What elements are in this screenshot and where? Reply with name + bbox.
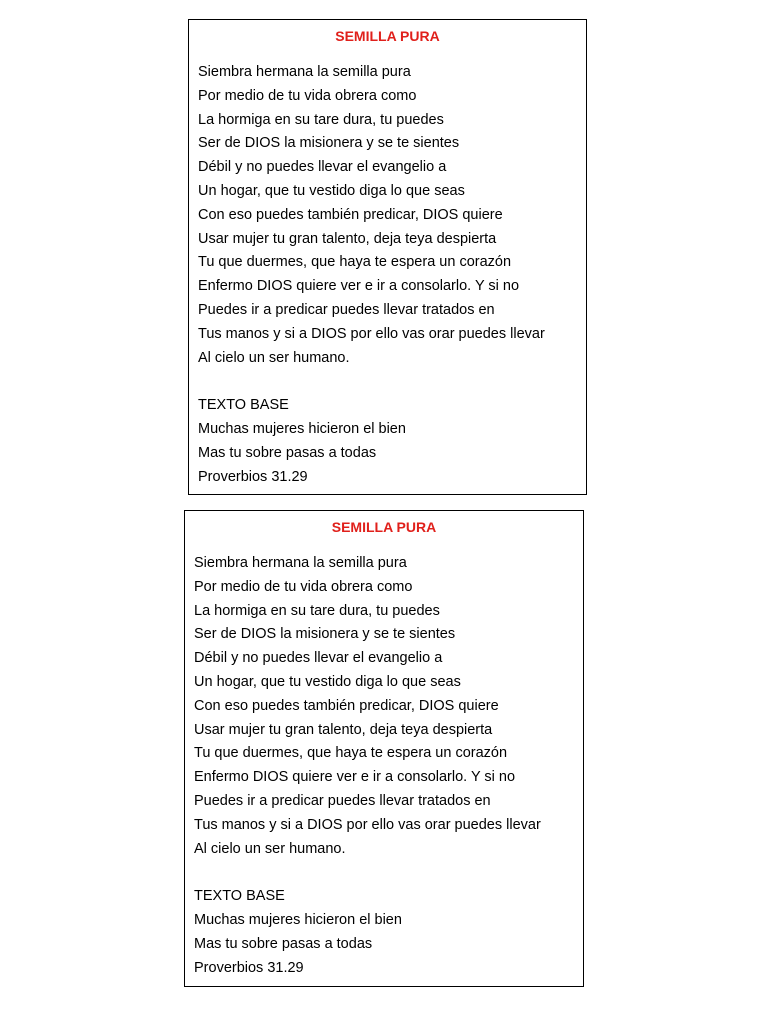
poem-body xyxy=(198,61,582,489)
base-text-line: Muchas mujeres hicieron el bien xyxy=(198,420,406,437)
verse-line: Siembra hermana la semilla pura xyxy=(194,555,407,571)
verse-line: Un hogar, que tu vestido diga lo que seas xyxy=(198,182,465,199)
stanza-gap xyxy=(194,861,579,885)
base-text-line: Muchas mujeres hicieron el bien xyxy=(194,911,402,928)
verse-line: Usar mujer tu gran talento, deja teya despierta xyxy=(198,230,497,247)
verse-line: Tu que duermes, que haya te espera un corazón xyxy=(194,745,508,762)
poem-title: SEMILLA PURA xyxy=(335,28,440,44)
poem-card-bottom xyxy=(184,510,584,987)
verse-line: Al cielo un ser humano. xyxy=(198,349,350,366)
verse-line: Por medio de tu vida obrera como xyxy=(194,578,413,595)
verse-line: Tus manos y si a DIOS por ello vas orar puedes llevar xyxy=(194,816,541,833)
verse-line: Ser de DIOS la misionera y se te sientes xyxy=(194,626,456,643)
verse-line: Enfermo DIOS quiere ver e ir a consolarlo. Y si no xyxy=(198,278,520,295)
base-text-heading: TEXTO BASE xyxy=(198,397,289,414)
verse-line: Puedes ir a predicar puedes llevar tratados en xyxy=(198,301,495,318)
verse-line: Por medio de tu vida obrera como xyxy=(198,87,417,104)
verse-line: La hormiga en su tare dura, tu puedes xyxy=(198,111,444,128)
verse-line: Usar mujer tu gran talento, deja teya despierta xyxy=(194,721,493,738)
poem-title: SEMILLA PURA xyxy=(331,519,437,535)
base-text-heading: TEXTO BASE xyxy=(194,888,285,905)
verse-line: Enfermo DIOS quiere ver e ir a consolarlo. Y si no xyxy=(194,769,516,786)
scripture-reference: Proverbios 31.29 xyxy=(194,959,304,976)
verse-line: Débil y no puedes llevar el evangelio a xyxy=(194,650,443,667)
scripture-reference: Proverbios 31.29 xyxy=(198,468,308,485)
base-text-line: Mas tu sobre pasas a todas xyxy=(198,444,377,461)
base-text-line: Mas tu sobre pasas a todas xyxy=(194,935,373,952)
verse-line: Con eso puedes también predicar, DIOS quiere xyxy=(194,697,499,714)
stanza-gap xyxy=(198,370,582,394)
poem-card-top xyxy=(188,19,587,495)
verse-line: Un hogar, que tu vestido diga lo que seas xyxy=(194,673,461,690)
verse-line: Débil y no puedes llevar el evangelio a xyxy=(198,159,447,176)
verse-line: Ser de DIOS la misionera y se te sientes xyxy=(198,135,460,152)
verse-line: La hormiga en su tare dura, tu puedes xyxy=(194,602,440,619)
verse-line: Tu que duermes, que haya te espera un corazón xyxy=(198,254,512,271)
verse-line: Puedes ir a predicar puedes llevar tratados en xyxy=(194,792,491,809)
verse-line: Con eso puedes también predicar, DIOS quiere xyxy=(198,206,503,223)
poem-body xyxy=(194,552,579,980)
verse-line: Al cielo un ser humano. xyxy=(194,840,346,857)
verse-line: Siembra hermana la semilla pura xyxy=(198,64,411,80)
verse-line: Tus manos y si a DIOS por ello vas orar puedes llevar xyxy=(198,325,545,342)
